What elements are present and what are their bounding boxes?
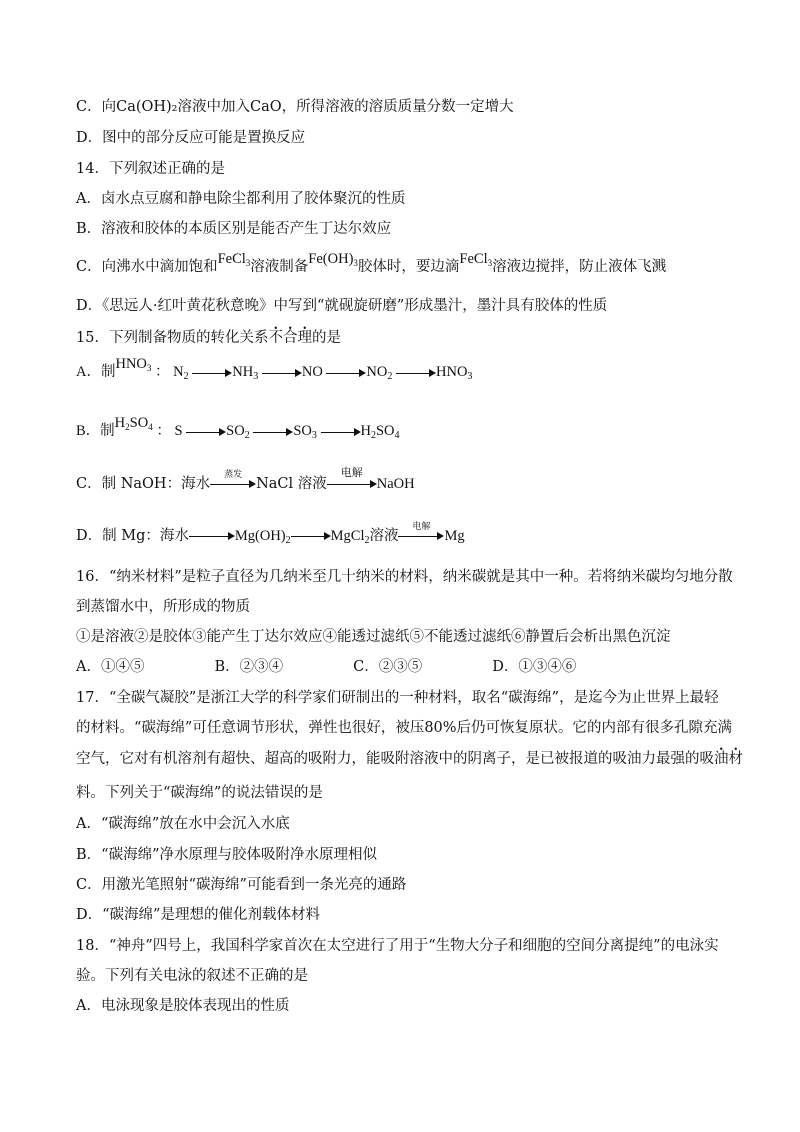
question-17-text: 空气，它对有机溶剂有超快、超高的吸附力，能吸附溶液中的阴离子，是已被报道的吸油力最强的 xyxy=(76,751,700,767)
option-15d-text: 溶液 xyxy=(369,528,399,544)
option-14d: D．《思远人·红叶黄花秋意晚》中写到“就砚旋研磨”形成墨汁，墨汁具有胶体的性质 xyxy=(76,298,608,314)
arrow-icon xyxy=(262,363,302,383)
option-17c: C．用激光笔照射“碳海绵”可能看到一条光亮的通路 xyxy=(76,877,407,893)
question-14: 14．下列叙述正确的是 xyxy=(76,161,225,177)
emphasis-dots: 不合理 xyxy=(268,330,312,346)
question-17-cont: 料。下列关于“碳海绵”的说法错误的是 xyxy=(76,785,323,801)
option-15c-label: C．制 NaOH：海水 xyxy=(76,476,211,492)
question-17-cont xyxy=(76,749,743,769)
formula-fecl3: FeCl$_3$ xyxy=(459,251,493,268)
option-14c-text: C．向沸水中滴加饱和 xyxy=(76,259,218,275)
question-17: 17．“全碳气凝胶”是浙江大学的科学家们研制出的一种材料，取名“碳海绵”，是迄今为止世界上最轻 xyxy=(76,690,719,706)
question-17-cont: 的材料。“碳海绵”可任意调节形状，弹性也很好，被压80%后仍可恢复原状。它的内部有很多孔隙充满 xyxy=(76,720,733,736)
arrow-icon xyxy=(186,422,226,442)
option-15c xyxy=(76,466,415,494)
question-15-text: 15．下列制备物质的转化关系 xyxy=(76,330,269,346)
option-13c: C．向Ca(OH)₂溶液中加入CaO，所得溶液的溶质质量分数一定增大 xyxy=(76,99,514,115)
question-16: 16．“纳米材料”是粒子直径为几纳米至几十纳米的材料，纳米碳就是其中一种。若将纳米碳均匀地分散 xyxy=(76,569,733,585)
option-18a: A．电泳现象是胶体表现出的性质 xyxy=(76,998,290,1014)
option-17d: D．“碳海绵”是理想的催化剂载体材料 xyxy=(76,907,320,923)
question-15-text: 的是 xyxy=(311,330,341,346)
question-18: 18．“神舟”四号上，我国科学家首次在太空进行了用于“生物大分子和细胞的空间分离提纯”的电泳实 xyxy=(76,938,719,954)
option-14c-text: 胶体时，要边滴 xyxy=(357,259,460,275)
option-14c-text: 溶液边搅拌，防止液体飞溅 xyxy=(492,259,667,275)
option-16d: D．①③④⑥ xyxy=(492,659,577,675)
option-15b-label: B．制 xyxy=(76,423,115,439)
option-13d: D．图中的部分反应可能是置换反应 xyxy=(76,130,306,146)
option-14c-text: 溶液制备 xyxy=(250,259,309,275)
option-17a: A．“碳海绵”放在水中会沉入水底 xyxy=(76,816,290,832)
arrow-icon: 电解 xyxy=(327,474,377,494)
arrow-icon: 电解 xyxy=(398,526,444,546)
option-15d-label: D．制 Mg：海水 xyxy=(76,528,189,544)
option-15a-label: A．制 xyxy=(76,364,116,380)
option-14c xyxy=(76,251,667,277)
arrow-icon xyxy=(396,363,436,383)
question-16-options xyxy=(76,657,576,677)
option-15a: A．制$HNO_3$ ： $N_2$ $NH_3$ NO $NO_2$ $HNO_3$ xyxy=(76,356,473,382)
option-15d: D．制 Mg：海水 $Mg(OH)_2$ MgCl$_2$溶液 电解 Mg xyxy=(76,522,465,546)
question-16-cont: 到蒸馏水中，所形成的物质 xyxy=(76,599,250,615)
question-18-cont: 验。下列有关电泳的叙述不正确的是 xyxy=(76,968,308,984)
option-17b: B．“碳海绵”净水原理与胶体吸附净水原理相似 xyxy=(76,847,377,863)
arrow-icon xyxy=(291,526,331,546)
option-15c-text: NaCl 溶液 xyxy=(256,476,327,492)
formula-feoh3: $Fe(OH)_3$ xyxy=(308,251,358,268)
emphasis-dots: 吸油材 xyxy=(699,751,743,767)
arrow-icon xyxy=(321,422,361,442)
arrow-icon xyxy=(192,363,232,383)
option-16c: C．②③⑤ xyxy=(353,659,423,675)
option-15c-text: NaOH xyxy=(376,476,415,492)
option-14b: B．溶液和胶体的本质区别是能否产生丁达尔效应 xyxy=(76,221,392,237)
option-15d-text: Mg xyxy=(444,528,465,544)
arrow-icon xyxy=(326,363,366,383)
arrow-icon xyxy=(253,422,293,442)
option-14a: A．卤水点豆腐和静电除尘都利用了胶体聚沉的性质 xyxy=(76,191,406,207)
option-16a: A．①④⑤ xyxy=(76,659,145,675)
option-15b: B．制$H_2SO_4$ ： S $SO_2$ $SO_3$ $H_2SO_4$ xyxy=(76,415,400,441)
arrow-icon: 蒸发 xyxy=(210,474,256,494)
question-16-choices: ①是溶液②是胶体③能产生丁达尔效应④能透过滤纸⑤不能透过滤纸⑥静置后会析出黑色沉淀 xyxy=(76,629,671,645)
option-16b: B．②③④ xyxy=(214,659,284,675)
question-15 xyxy=(76,328,341,348)
formula-fecl3: FeCl$_3$ xyxy=(217,251,251,268)
arrow-icon xyxy=(189,526,235,546)
